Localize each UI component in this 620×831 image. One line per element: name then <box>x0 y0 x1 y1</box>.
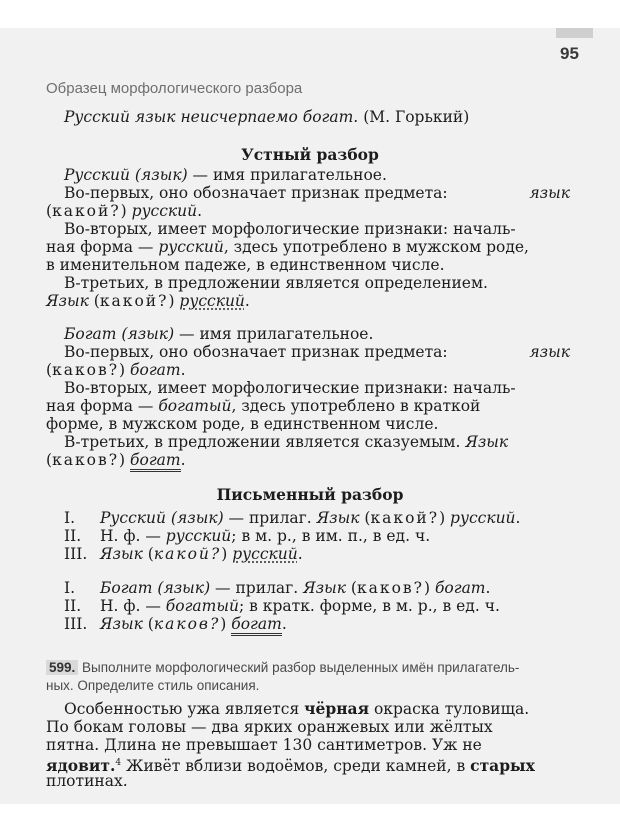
oral1-text: — имя прилагательное. <box>187 166 387 184</box>
roman-numeral: III. <box>64 545 88 563</box>
written-b-row1 <box>64 579 490 597</box>
oral1-text: ная форма — <box>46 238 159 256</box>
oral2-line5 <box>46 397 480 415</box>
written-a-row3 <box>64 545 303 563</box>
oral2-question: каков? <box>52 451 120 469</box>
oral2-word: язык <box>529 343 570 361</box>
oral1-text: . <box>197 202 203 220</box>
epigraph-author: (М. Горький) <box>363 108 470 126</box>
written-text: . <box>297 545 303 563</box>
oral2-line6: форме, в мужском роде, в единственном числе. <box>46 415 439 433</box>
oral1-word: русский <box>158 238 224 256</box>
written-text: ( <box>345 579 357 597</box>
oral1-question: какой? <box>99 292 169 310</box>
written-text: ( <box>359 509 371 527</box>
written-text: Н. ф. — <box>100 527 166 545</box>
written-heading: Письменный разбор <box>216 485 404 504</box>
oral2-word: богат <box>130 361 181 379</box>
oral1-word: Язык <box>46 292 89 310</box>
written-word: Язык <box>316 509 360 527</box>
written-b-row2 <box>64 597 500 615</box>
written-text: ( <box>142 615 154 633</box>
oral1-underlined-word: русский <box>179 292 245 310</box>
oral1-text: ) <box>168 292 180 310</box>
oral1-text: Во-первых, оно обозначает признак предмета: <box>64 184 448 202</box>
exercise-task-text: Выполните морфологический разбор выделенных имён прилагатель- <box>78 660 520 675</box>
oral2-line2-row <box>64 343 570 361</box>
written-a-row2 <box>64 527 430 545</box>
written-word: Русский (язык) <box>100 509 224 527</box>
written-underlined-word: богат <box>231 615 282 636</box>
oral2-text: . <box>180 361 186 379</box>
exercise-text-line3: пятна. Длина не превышает 130 сантиметров. Уж не <box>46 736 482 754</box>
roman-numeral: II. <box>64 527 82 545</box>
oral1-line2 <box>64 184 570 202</box>
oral2-question: каков? <box>52 361 120 379</box>
oral2-text: . <box>180 451 186 469</box>
written-word: Богат (язык) <box>100 579 211 597</box>
oral1-line1 <box>64 166 387 184</box>
oral1-line3 <box>46 202 202 220</box>
footnote-mark: 4 <box>115 758 122 768</box>
written-question: какой? <box>153 545 222 563</box>
oral1-line7: В-третьих, в предложении является определением. <box>64 274 488 292</box>
oral2-text: ная форма — <box>46 397 159 415</box>
written-question: какой? <box>370 509 440 527</box>
oral2-line7 <box>64 433 508 451</box>
written-word: Язык <box>303 579 346 597</box>
exercise-bold-word: ядовит. <box>46 756 116 776</box>
oral1-text: ( <box>46 202 53 220</box>
oral1-word: Русский (язык) <box>64 166 188 184</box>
roman-numeral: II. <box>64 597 82 615</box>
oral1-question: какой? <box>52 202 121 220</box>
written-word: богат <box>434 579 486 597</box>
oral2-text: Во-первых, оно обозначает признак предмета: <box>64 343 448 361</box>
sample-heading: Образец морфологического разбора <box>46 80 303 97</box>
written-word: русский <box>165 527 232 545</box>
exercise-text: Особенностью ужа является <box>64 700 305 718</box>
written-text: ) <box>423 579 435 597</box>
exercise-text-line5: плотинах. <box>46 772 128 790</box>
oral2-line1 <box>64 325 373 343</box>
oral2-text: — имя прилагательное. <box>174 325 374 343</box>
epigraph-text: Русский язык неисчерпаемо богат. <box>64 108 359 126</box>
written-word: Язык <box>100 545 143 563</box>
oral1-line5 <box>46 238 529 256</box>
written-text: ) <box>220 615 232 633</box>
written-text: ; в кратк. форме, в м. р., в ед. ч. <box>238 597 500 615</box>
roman-numeral: I. <box>64 579 76 597</box>
oral2-text: В-третьих, в предложении является сказуемым. <box>64 433 466 451</box>
written-text: ( <box>142 545 154 563</box>
exercise-task-line2: ных. Определите стиль описания. <box>46 678 260 693</box>
oral2-underlined-word: богат <box>130 451 181 472</box>
page-tab <box>556 28 593 38</box>
exercise-bold-word: чёрная <box>304 699 370 718</box>
oral2-text: ( <box>46 361 53 379</box>
written-word: Язык <box>100 615 143 633</box>
written-text: Н. ф. — <box>100 597 166 615</box>
written-question: каков? <box>356 579 424 597</box>
exercise-number: 599. <box>46 660 78 675</box>
oral1-text: , здесь употреблено в мужском роде, <box>223 238 529 256</box>
roman-numeral: III. <box>64 615 88 633</box>
epigraph <box>64 108 469 126</box>
written-a-row1 <box>64 509 520 527</box>
exercise-text: окраска туловища. <box>369 700 530 718</box>
written-text: — прилаг. <box>210 579 304 597</box>
written-word: русский <box>450 509 516 527</box>
oral2-word: богатый <box>158 397 232 415</box>
written-text: ; в м. р., в им. п., в ед. ч. <box>231 527 431 545</box>
oral1-text: ) <box>120 202 132 220</box>
written-question: каков? <box>153 615 221 633</box>
oral1-line4: Во-вторых, имеет морфологические признаки: началь- <box>64 220 516 238</box>
exercise-text: Живёт вблизи водоёмов, среди камней, в <box>121 757 471 776</box>
exercise-text-line1 <box>64 700 529 718</box>
oral1-word: язык <box>529 184 570 202</box>
oral2-text: ) <box>119 361 131 379</box>
written-text: . <box>515 509 521 527</box>
written-text: ) <box>221 545 233 563</box>
oral-heading: Устный разбор <box>241 145 379 164</box>
exercise-task-line1 <box>46 659 519 677</box>
written-b-row3 <box>64 615 287 633</box>
exercise-bold-word: старых <box>470 756 535 776</box>
oral1-word: русский <box>131 202 198 220</box>
oral2-text: ) <box>119 451 131 469</box>
written-text: . <box>281 615 287 633</box>
written-word: богатый <box>165 597 239 615</box>
oral2-word: Язык <box>465 433 509 451</box>
written-text: . <box>485 579 491 597</box>
roman-numeral: I. <box>64 509 76 527</box>
oral2-text: ( <box>46 451 53 469</box>
oral2-word: Богат (язык) <box>64 325 175 343</box>
written-underlined-word: русский <box>232 545 298 563</box>
written-text: ) <box>439 509 451 527</box>
oral2-line4: Во-вторых, имеет морфологические признаки: началь- <box>64 379 516 397</box>
exercise-text-line2: По бокам головы — два ярких оранжевых или жёлтых <box>46 718 493 736</box>
written-text: — прилаг. <box>223 509 317 527</box>
oral1-text: ( <box>88 292 100 310</box>
oral2-line8 <box>46 451 186 469</box>
oral1-line8 <box>46 292 250 310</box>
oral1-line6: в именительном падеже, в единственном числе. <box>46 256 445 274</box>
oral2-text: , здесь употреблено в краткой <box>231 397 481 415</box>
oral1-text: . <box>244 292 250 310</box>
oral1-line2-row <box>64 184 570 202</box>
oral2-line2 <box>64 343 570 361</box>
page-number: 95 <box>560 44 579 63</box>
oral2-line3 <box>46 361 186 379</box>
